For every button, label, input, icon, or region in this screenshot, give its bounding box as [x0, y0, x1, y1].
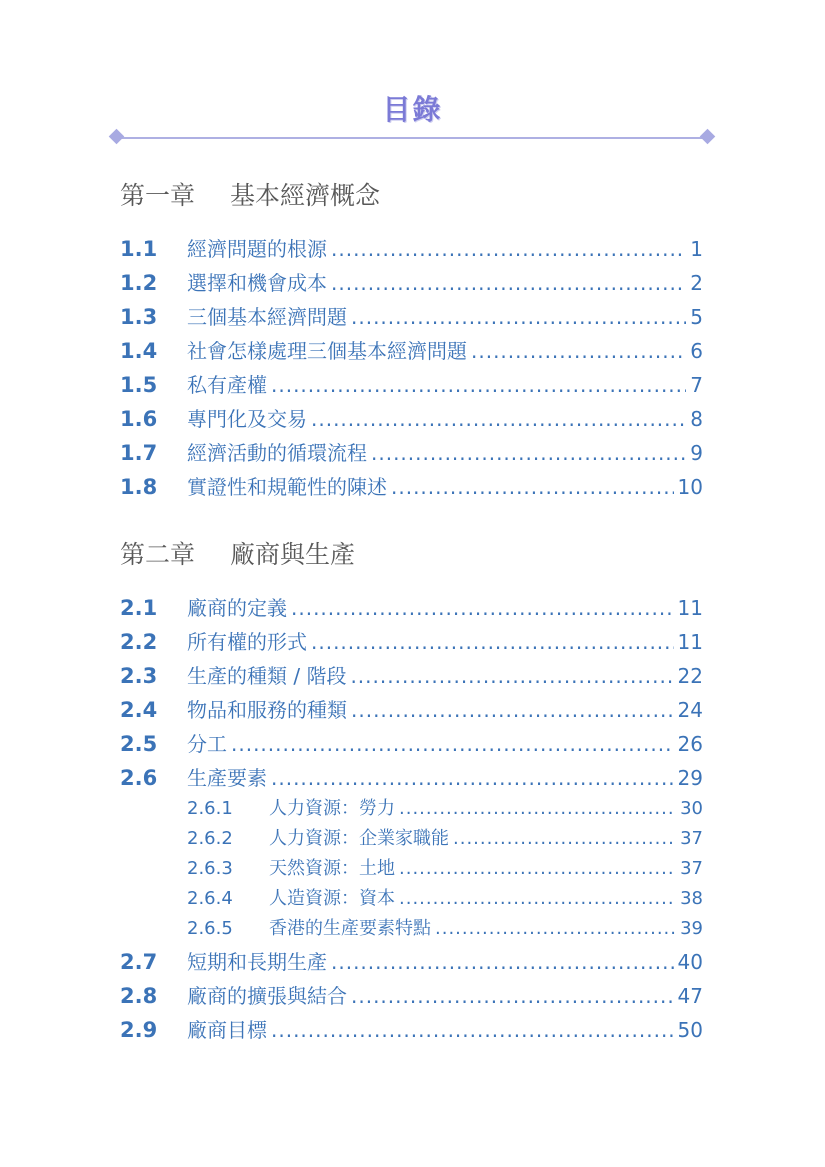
section-title: 廠商的定義 — [187, 596, 287, 620]
subsection-title: 人力資源：勞力 — [269, 798, 395, 819]
toc-entry-1-3[interactable] — [120, 301, 703, 330]
page-number: 37 — [680, 858, 703, 879]
dot-leader — [311, 630, 674, 654]
section-title: 經濟問題的根源 — [187, 237, 327, 261]
toc-subentry-2-6-1[interactable] — [187, 794, 703, 820]
page-number: 40 — [677, 950, 703, 974]
dot-leader — [350, 664, 673, 688]
section-title: 廠商目標 — [187, 1018, 267, 1042]
subsection-number: 2.6.4 — [187, 888, 233, 909]
toc-entry-2-2[interactable] — [120, 626, 703, 655]
toc-subentry-2-6-4[interactable] — [187, 884, 703, 910]
section-number: 2.4 — [120, 698, 158, 722]
dot-leader — [435, 918, 676, 939]
section-number: 1.3 — [120, 305, 158, 329]
toc-entry-2-9[interactable] — [120, 1014, 703, 1043]
section-number: 1.5 — [120, 373, 158, 397]
dot-leader — [331, 271, 686, 295]
page-number: 24 — [677, 698, 703, 722]
subsection-number: 2.6.1 — [187, 798, 233, 819]
dot-leader — [391, 475, 674, 499]
chapter-heading-2 — [120, 535, 355, 571]
page-number: 47 — [677, 984, 703, 1008]
dot-leader — [453, 828, 676, 849]
section-title: 生產的種類 / 階段 — [187, 664, 347, 688]
section-title: 短期和長期生產 — [187, 950, 327, 974]
dot-leader — [471, 339, 686, 363]
toc-entry-1-2[interactable] — [120, 267, 703, 296]
subsection-number: 2.6.5 — [187, 918, 233, 939]
chapter-heading-1 — [120, 176, 380, 212]
section-number: 1.2 — [120, 271, 158, 295]
page-number: 37 — [680, 828, 703, 849]
subsection-title: 人力資源：企業家職能 — [269, 828, 449, 849]
section-title: 所有權的形式 — [187, 630, 307, 654]
section-number: 1.8 — [120, 475, 158, 499]
toc-entry-1-4[interactable] — [120, 335, 703, 364]
toc-entry-2-3[interactable] — [120, 660, 703, 689]
section-number: 2.1 — [120, 596, 158, 620]
section-title: 選擇和機會成本 — [187, 271, 327, 295]
section-title: 專門化及交易 — [187, 407, 307, 431]
page-title: 目錄 — [382, 93, 443, 126]
chapter-number: 第一章 — [120, 181, 196, 210]
section-title: 社會怎樣處理三個基本經濟問題 — [187, 339, 467, 363]
page-number: 6 — [690, 339, 703, 363]
toc-entry-2-8[interactable] — [120, 980, 703, 1009]
page-number: 8 — [690, 407, 703, 431]
toc-entry-1-5[interactable] — [120, 369, 703, 398]
toc-entry-2-7[interactable] — [120, 946, 703, 975]
dot-leader — [271, 373, 686, 397]
subsection-title: 天然資源：土地 — [269, 858, 395, 879]
page-number: 5 — [690, 305, 703, 329]
dot-leader — [399, 858, 676, 879]
toc-subentry-2-6-2[interactable] — [187, 824, 703, 850]
page-number: 9 — [690, 441, 703, 465]
dot-leader — [351, 984, 674, 1008]
section-number: 2.3 — [120, 664, 158, 688]
toc-entry-1-8[interactable] — [120, 471, 703, 500]
section-number: 1.4 — [120, 339, 158, 363]
subsection-number: 2.6.2 — [187, 828, 233, 849]
page-number: 7 — [690, 373, 703, 397]
section-title: 分工 — [187, 732, 227, 756]
dot-leader — [331, 237, 686, 261]
section-number: 2.2 — [120, 630, 158, 654]
section-title: 實證性和規範性的陳述 — [187, 475, 387, 499]
chapter-title: 廠商與生產 — [230, 540, 356, 569]
page-number: 10 — [677, 475, 703, 499]
section-title: 物品和服務的種類 — [187, 698, 347, 722]
toc-entry-1-7[interactable] — [120, 437, 703, 466]
page-number: 2 — [690, 271, 703, 295]
toc-subentry-2-6-3[interactable] — [187, 854, 703, 880]
dot-leader — [271, 766, 674, 790]
page-number: 11 — [677, 630, 703, 654]
page-number: 50 — [677, 1018, 703, 1042]
section-title: 私有產權 — [187, 373, 267, 397]
toc-subentry-2-6-5[interactable] — [187, 914, 703, 940]
toc-entry-1-1[interactable] — [120, 233, 703, 262]
dot-leader — [351, 305, 686, 329]
section-number: 2.6 — [120, 766, 158, 790]
page-number: 26 — [677, 732, 703, 756]
toc-entry-2-1[interactable] — [120, 592, 703, 621]
dot-leader — [231, 732, 674, 756]
section-number: 2.8 — [120, 984, 158, 1008]
dot-leader — [399, 798, 676, 819]
toc-entry-2-6[interactable] — [120, 762, 703, 791]
page-number: 22 — [677, 664, 703, 688]
page-number: 11 — [677, 596, 703, 620]
chapter-number: 第二章 — [120, 540, 196, 569]
dot-leader — [351, 698, 674, 722]
dot-leader — [371, 441, 686, 465]
dot-leader — [271, 1018, 674, 1042]
toc-entry-1-6[interactable] — [120, 403, 703, 432]
section-number: 1.6 — [120, 407, 158, 431]
subsection-title: 人造資源：資本 — [269, 888, 395, 909]
dot-leader — [399, 888, 676, 909]
page-number: 30 — [680, 798, 703, 819]
toc-entry-2-5[interactable] — [120, 728, 703, 757]
section-title: 生產要素 — [187, 766, 267, 790]
subsection-title: 香港的生產要素特點 — [269, 918, 431, 939]
section-title: 經濟活動的循環流程 — [187, 441, 367, 465]
section-title: 廠商的擴張與結合 — [187, 984, 347, 1008]
title-divider — [118, 137, 710, 139]
page-number: 1 — [690, 237, 703, 261]
section-number: 2.9 — [120, 1018, 158, 1042]
page-number: 38 — [680, 888, 703, 909]
dot-leader — [311, 407, 686, 431]
toc-entry-2-4[interactable] — [120, 694, 703, 723]
diamond-right-icon — [700, 129, 716, 145]
section-number: 1.1 — [120, 237, 158, 261]
dot-leader — [331, 950, 674, 974]
page-number: 39 — [680, 918, 703, 939]
section-title: 三個基本經濟問題 — [187, 305, 347, 329]
subsection-number: 2.6.3 — [187, 858, 233, 879]
page-number: 29 — [677, 766, 703, 790]
diamond-left-icon — [109, 129, 125, 145]
dot-leader — [291, 596, 674, 620]
chapter-title: 基本經濟概念 — [230, 181, 381, 210]
section-number: 2.7 — [120, 950, 158, 974]
section-number: 2.5 — [120, 732, 158, 756]
section-number: 1.7 — [120, 441, 158, 465]
